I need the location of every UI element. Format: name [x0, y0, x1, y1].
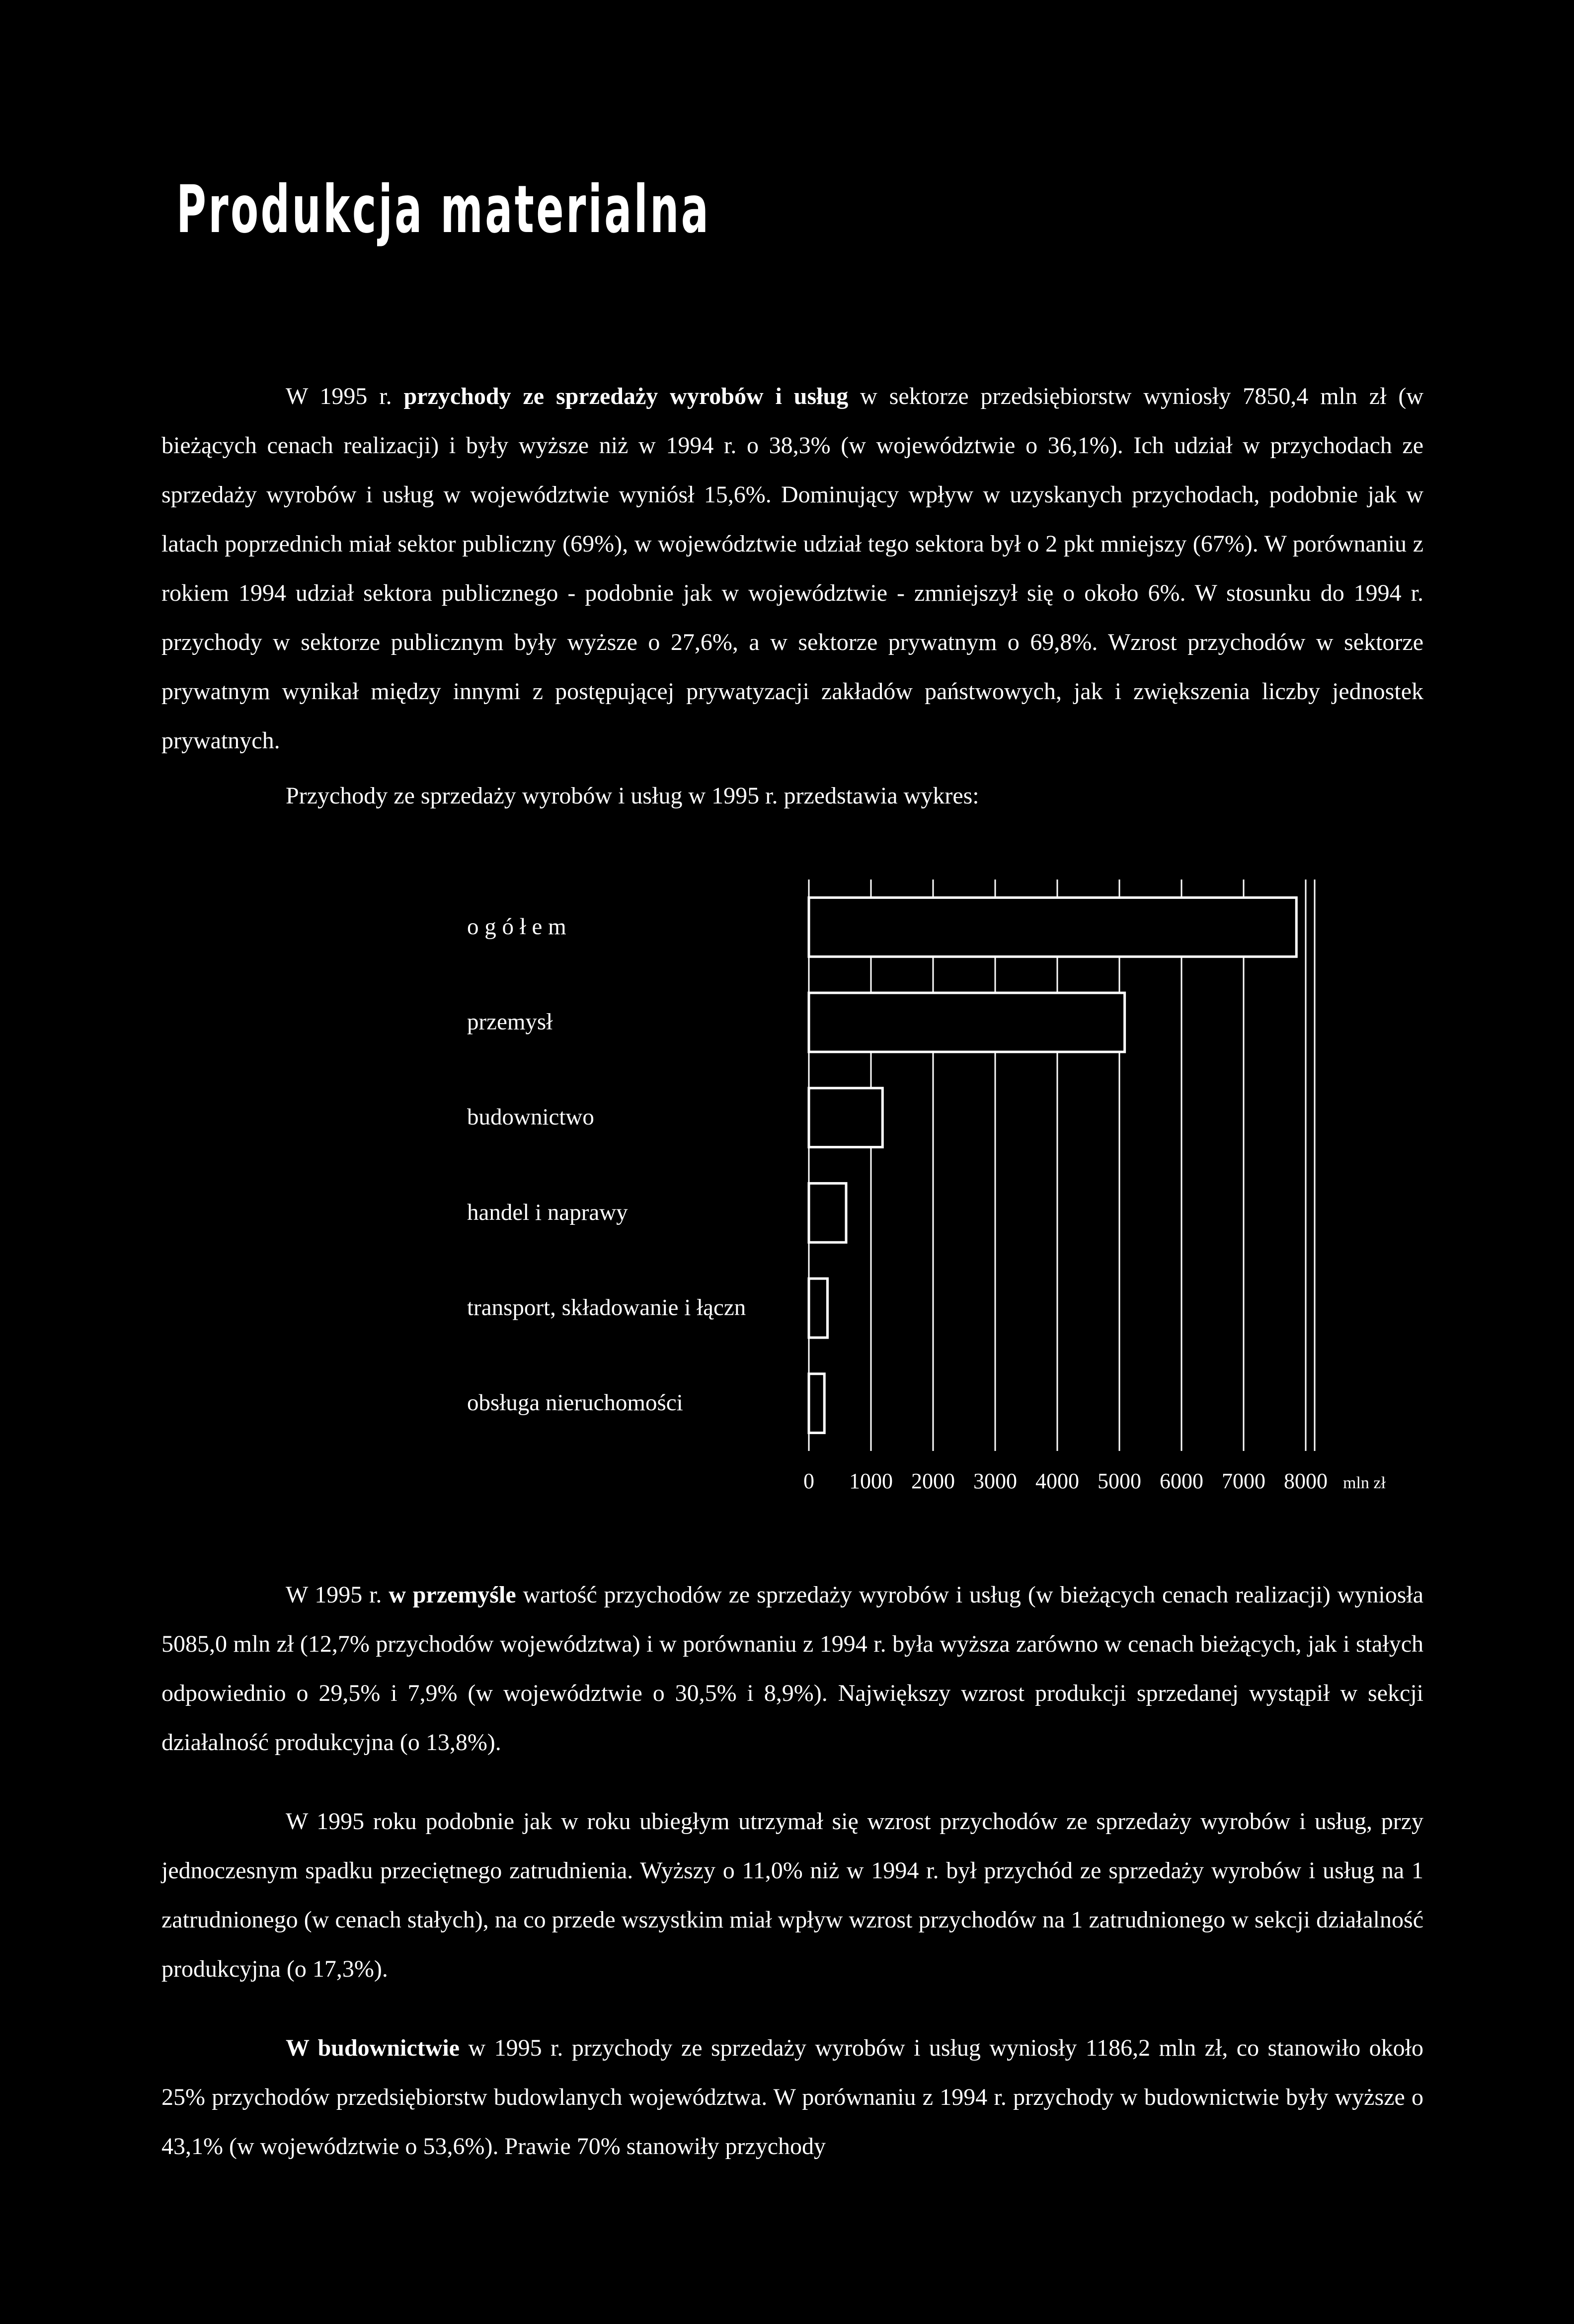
tick-label-5: 5000	[1098, 1469, 1141, 1493]
tick-label-1: 1000	[849, 1469, 893, 1493]
industry-section	[161, 1570, 1423, 2171]
tick-label-7: 7000	[1222, 1469, 1265, 1493]
paragraph-revenue-total: W 1995 r. przychody ze sprzedaży wyrobów i usług w sektorze przedsiębiorstw wyniosły 7850,4 mln zł (w bieżących cenach realizacji) i były wyższe niż w 1994 r. o 38,3% (w województwie o 36,1%). Ich udział w przychodach ze sprzedaży wyrobów i usług w województwie wyniósł 15,6%. Dominujący wpływ w uzyskanych przychodach, podobnie jak w latach poprzednich miał sektor publiczny (69%), w województwie udział tego sektora był o 2 pkt mniejszy (67%). W porównaniu z rokiem 1994 udział sektora publicznego - podobnie jak w województwie - zmniejszył się o około 6%. W stosunku do 1994 r. przychody w sektorze publicznym były wyższe o 27,6%, a w sektorze prywatnym o 69,8%. Wzrost przychodów w sektorze prywatnym wynikał między innymi z postępującej prywatyzacji zakładów państwowych, jak i zwiększenia liczby jednostek prywatnych.	[161, 383, 1424, 754]
paragraph-industry: W 1995 r. w przemyśle wartość przychodów ze sprzedaży wyrobów i usług (w bieżących cenach realizacji) wyniosła 5085,0 mln zł (12,7% przychodów województwa) i w porównaniu z 1994 r. była wyższa zarówno w cenach bieżących, jak i stałych odpowiednio o 29,5% i 7,9% (w województwie o 30,5% i 8,9%). Największy wzrost produkcji sprzedanej wystąpił w sekcji działalność produkcyjna (o 13,8%).	[161, 1582, 1424, 1756]
category-label-4: transport, składowanie i łączn	[467, 1294, 746, 1321]
bar-1	[809, 993, 1125, 1052]
emphasis-construction: W budownictwie	[286, 2035, 460, 2061]
bar-4	[809, 1279, 828, 1338]
category-label-3: handel i naprawy	[467, 1199, 628, 1225]
category-label-2: budownictwo	[467, 1104, 594, 1130]
page-title: Produkcja materialna	[176, 171, 711, 248]
tick-label-6: 6000	[1160, 1469, 1203, 1493]
tick-label-4: 4000	[1035, 1469, 1079, 1493]
tick-label-3: 3000	[973, 1469, 1017, 1493]
emphasis-revenue: przychody ze sprzedaży wyrobów i usług	[403, 383, 849, 409]
unit-label: mln zł	[1343, 1474, 1386, 1492]
category-label-1: przemysł	[467, 1009, 553, 1035]
paragraph-construction: W budownictwie w 1995 r. przychody ze sprzedaży wyrobów i usług wyniosły 1186,2 mln zł, co stanowiło około 25% przychodów przedsiębiorstw budowlanych województwa. W porównaniu z 1994 r. przychody w budownictwie były wyższe o 43,1% (w województwie o 53,6%). Prawie 70% stanowiły przychody	[161, 2035, 1424, 2160]
bar-3	[809, 1183, 846, 1242]
paragraph-chart-intro: Przychody ze sprzedaży wyrobów i usług w 1995 r. przedstawia wykres:	[286, 783, 979, 809]
bar-2	[809, 1088, 882, 1147]
intro-section	[161, 372, 1423, 820]
emphasis-industry: w przemyśle	[389, 1582, 516, 1608]
tick-label-0: 0	[803, 1469, 814, 1493]
category-label-0: o g ó ł e m	[467, 913, 566, 940]
category-label-5: obsługa nieruchomości	[467, 1390, 683, 1416]
bar-5	[809, 1374, 824, 1433]
paragraph-employment: W 1995 roku podobnie jak w roku ubiegłym utrzymał się wzrost przychodów ze sprzedaży wyrobów i usług, przy jednoczesnym spadku przeciętnego zatrudnienia. Wyższy o 11,0% niż w 1994 r. był przychód ze sprzedaży wyrobów i usług na 1 zatrudnionego (w cenach stałych), na co przede wszystkim miał wpływ wzrost przychodów na 1 zatrudnionego w sekcji działalność produkcyjna (o 17,3%).	[161, 1808, 1423, 1982]
tick-label-8: 8000	[1284, 1469, 1328, 1493]
bar-0	[809, 897, 1296, 957]
tick-label-2: 2000	[911, 1469, 955, 1493]
